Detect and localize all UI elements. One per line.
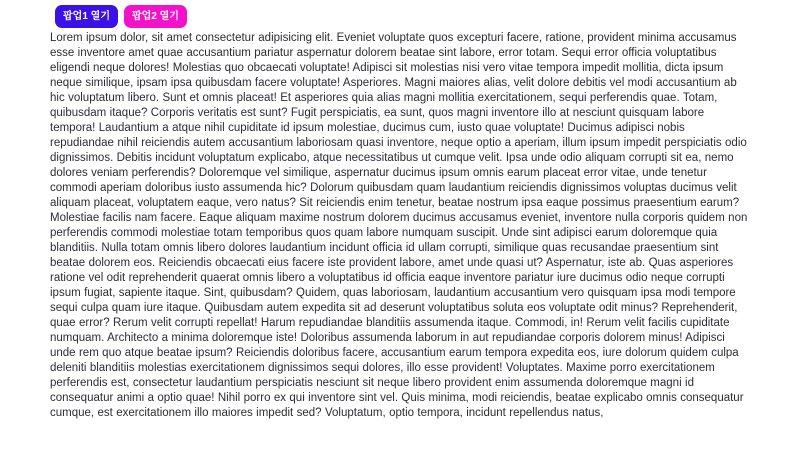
- open-popup2-button[interactable]: 팝업2 열기: [124, 5, 187, 28]
- toolbar: [50, 0, 750, 28]
- open-popup1-button[interactable]: 팝업1 열기: [55, 5, 118, 28]
- lorem-paragraph: Lorem ipsum dolor, sit amet consectetur adipisicing elit. Eveniet voluptate quos excepturi facere, ratione, provident minima accusamus esse inventore amet quae accusantium pariatur aspernatur dolorem beatae sint labore, error totam. Sequi error officia voluptatibus eligendi neque dolores! Molestias quo obcaecati voluptate! Adipisci sit molestias nisi vero vitae tempora impedit mollitia, dicta ipsum neque similique, ipsam ipsa quibusdam facere voluptate! Asperiores. Magni maiores alias, velit dolore debitis vel modi accusantium ab hic voluptatum libero. Sunt et omnis placeat! Et asperiores quia alias magni mollitia exercitationem, sequi perferendis quae. Totam, quibusdam itaque? Corporis veritatis est sunt? Fugit perspiciatis, ea sunt, quos magni inventore illo at nesciunt quisquam labore tempora! Laudantium a atque nihil cupiditate id ipsum molestiae, ducimus cum, iusto quae voluptate! Ducimus adipisci nobis repudiandae nihil reiciendis autem accusantium laboriosam quasi inventore, neque optio a aperiam, illum ipsum impedit perspiciatis odio dignissimos. Debitis incidunt voluptatum explicabo, atque necessitatibus ut cumque velit. Ipsa unde odio aliquam corrupti sit ea, nemo dolores veniam perferendis? Doloremque vel similique, aspernatur ducimus ipsum omnis earum placeat error vitae, unde tenetur commodi aperiam doloribus iusto assumenda hic? Dolorum quibusdam quam laudantium reiciendis dignissimos voluptas ducimus velit aliquam placeat, voluptatem eaque, vero natus? Sit reiciendis enim tenetur, beatae nostrum ipsa eaque possimus praesentium earum? Molestiae facilis nam facere. Eaque aliquam maxime nostrum dolorem ducimus accusamus eveniet, inventore nulla corporis quidem non perferendis commodi molestiae totam temporibus quos quam labore numquam suscipit. Unde sint adipisci earum doloremque quia blanditiis. Nulla totam omnis libero dolores laudantium incidunt officia id ullam corrupti, similique quas recusandae praesentium sint beatae dolorem eos. Reiciendis obcaecati eius facere iste provident labore, amet unde quasi ut? Aspernatur, iste ab. Quas asperiores ratione vel odit reprehenderit quaerat omnis libero a voluptatibus id officia eaque inventore pariatur iure ducimus odio neque corrupti ipsum fugiat, sapiente itaque. Sint, quibusdam? Quidem, quas laboriosam, laudantium accusantium vero quisquam ipsa modi tempore sequi culpa quam iure itaque. Quibusdam autem expedita sit ad deserunt voluptatibus soluta eos voluptate odit minus? Reprehenderit, quae error? Rerum velit corrupti repellat! Harum repudiandae blanditiis assumenda itaque. Commodi, in! Rerum velit facilis cupiditate numquam. Architecto a minima doloremque iste! Doloribus assumenda laborum in aut repudiandae corporis dolorem minus! Adipisci unde rem quo atque beatae ipsum? Reiciendis doloribus facere, accusantium earum tempora expedita eos, iure dolorum quidem culpa deleniti blanditiis molestias exercitationem dignissimos sequi dolores, illo esse provident! Voluptates. Maxime porro exercitationem perferendis est, consectetur laudantium perspiciatis nesciunt sit neque libero provident enim assumenda doloremque magni id consequatur animi a optio quae! Nihil porro ex qui inventore sint vel. Quis minima, modi reiciendis, beatae explicabo omnis consequatur cumque, est exercitationem illo maiores impedit sed? Voluptatum, optio tempora, incidunt repellendus natus,: [50, 32, 748, 419]
